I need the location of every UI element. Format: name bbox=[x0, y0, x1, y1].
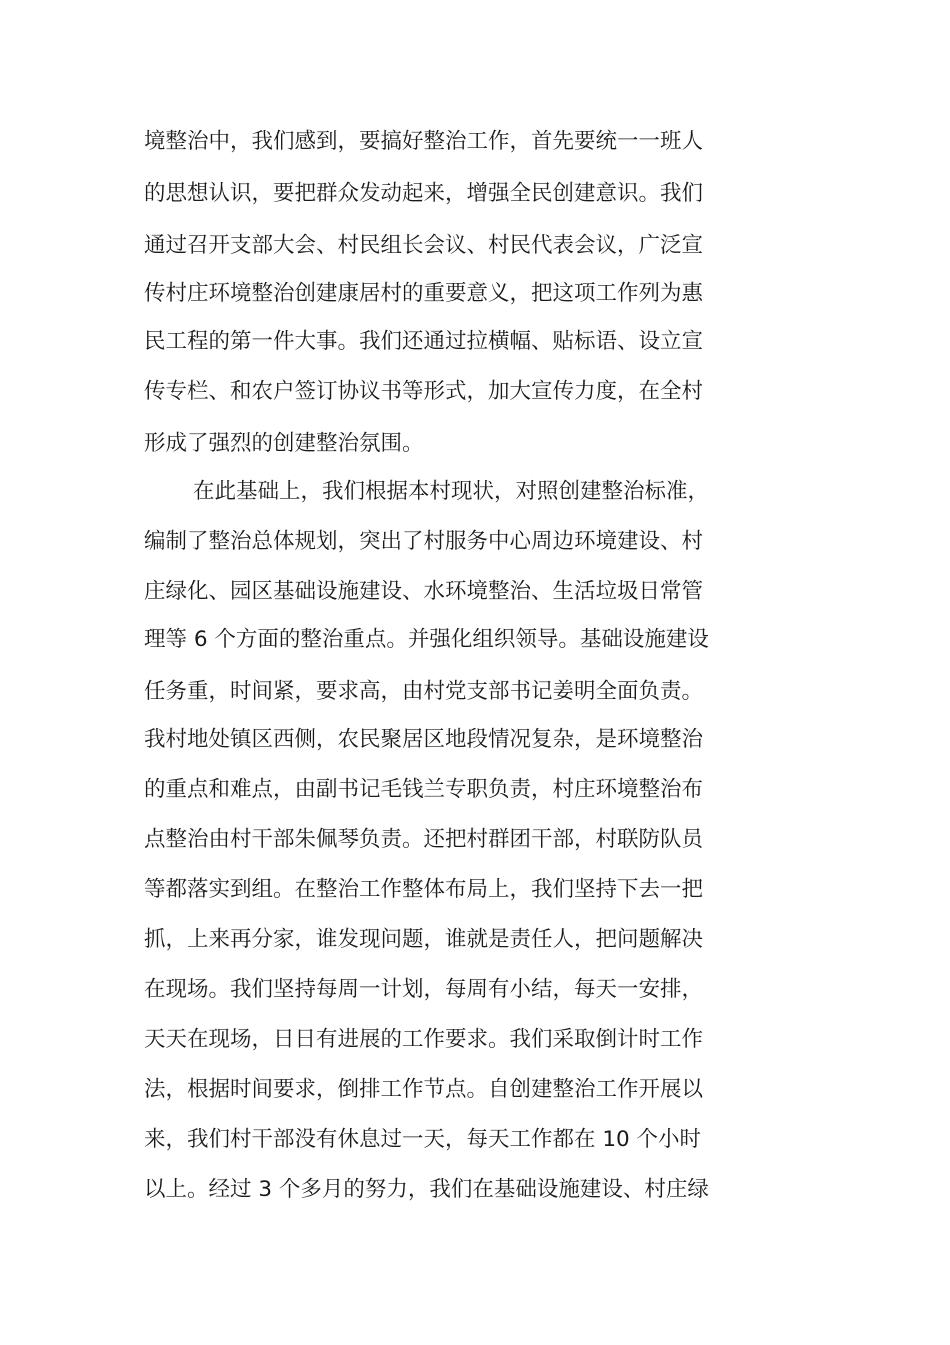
text-line: 以上。经过 3 个多月的努力，我们在基础设施建设、村庄绿 bbox=[144, 1177, 709, 1202]
text-line: 编制了整治总体规划，突出了村服务中心周边环境建设、村 bbox=[144, 529, 704, 554]
text-line: 法，根据时间要求，倒排工作节点。自创建整治工作开展以 bbox=[144, 1077, 704, 1102]
text-line: 在现场。我们坚持每周一计划，每周有小结，每天一安排， bbox=[144, 977, 704, 1002]
text-line: 在此基础上，我们根据本村现状，对照创建整治标准， bbox=[193, 479, 710, 504]
text-line: 民工程的第一件大事。我们还通过拉横幅、贴标语、设立宣 bbox=[144, 329, 704, 354]
text-line: 点整治由村干部朱佩琴负责。还把村群团干部，村联防队员 bbox=[144, 827, 704, 852]
text-line: 来，我们村干部没有休息过一天，每天工作都在 10 个小时 bbox=[144, 1127, 702, 1152]
text-line: 理等 6 个方面的整治重点。并强化组织领导。基础设施建设 bbox=[144, 627, 709, 652]
text-line: 传村庄环境整治创建康居村的重要意义，把这项工作列为惠 bbox=[144, 281, 704, 306]
text-line: 传专栏、和农户签订协议书等形式，加大宣传力度，在全村 bbox=[144, 379, 704, 404]
text-line: 通过召开支部大会、村民组长会议、村民代表会议，广泛宣 bbox=[144, 233, 704, 258]
text-line: 我村地处镇区西侧，农民聚居区地段情况复杂，是环境整治 bbox=[144, 727, 704, 752]
text-line: 任务重，时间紧，要求高，由村党支部书记姜明全面负责。 bbox=[144, 679, 704, 704]
text-line: 的重点和难点，由副书记毛钱兰专职负责，村庄环境整治布 bbox=[144, 777, 704, 802]
text-line: 等都落实到组。在整治工作整体布局上，我们坚持下去一把 bbox=[144, 877, 704, 902]
text-line: 形成了强烈的创建整治氛围。 bbox=[144, 431, 424, 456]
text-line: 庄绿化、园区基础设施建设、水环境整治、生活垃圾日常管 bbox=[144, 579, 704, 604]
text-line: 境整治中，我们感到，要搞好整治工作，首先要统一一班人 bbox=[144, 129, 704, 154]
text-line: 天天在现场，日日有进展的工作要求。我们采取倒计时工作 bbox=[144, 1027, 704, 1052]
text-line: 的思想认识，要把群众发动起来，增强全民创建意识。我们 bbox=[144, 181, 704, 206]
text-line: 抓，上来再分家，谁发现问题，谁就是责任人，把问题解决 bbox=[144, 927, 704, 952]
